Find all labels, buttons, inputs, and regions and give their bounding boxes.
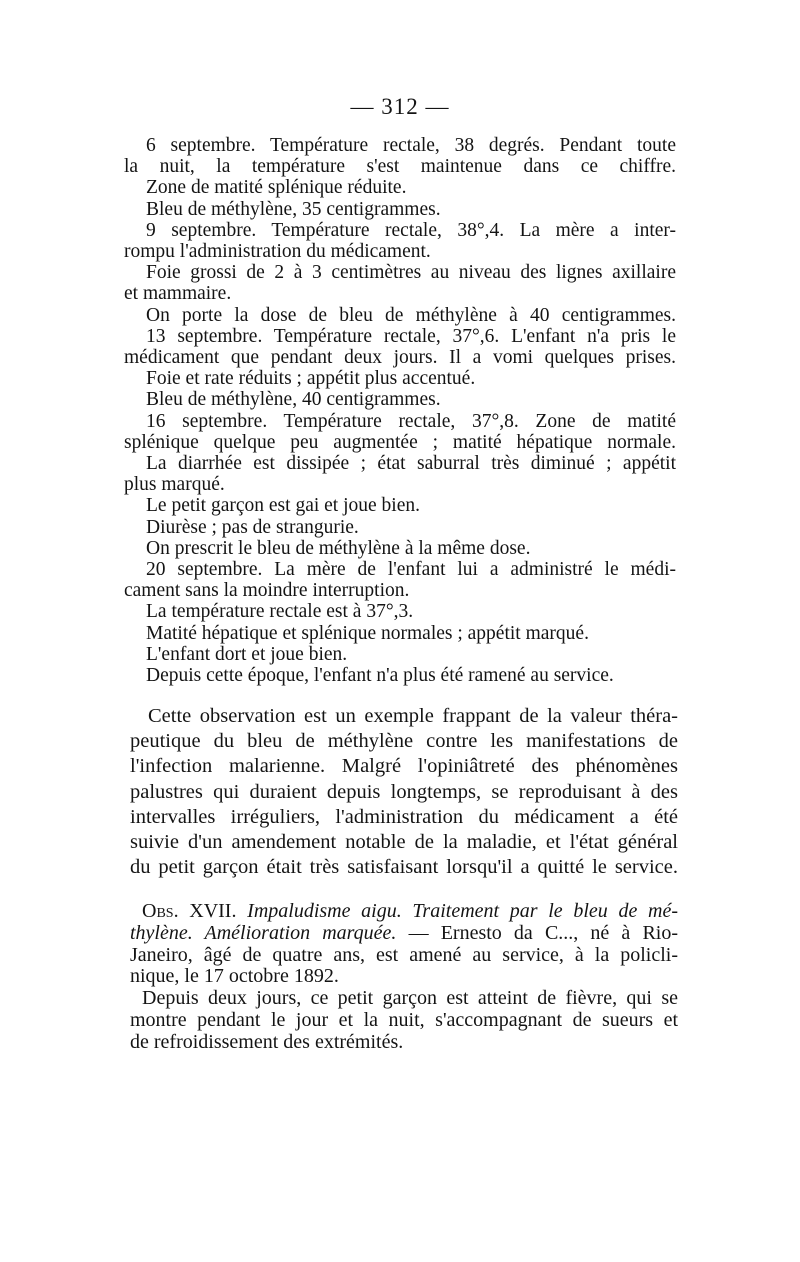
commentary-line: intervalles irréguliers, l'administration du médicament a été <box>130 805 678 828</box>
note-line: Foie et rate réduits ; appétit plus accentué. <box>146 368 476 390</box>
note-line: On porte la dose de bleu de méthylène à 40 centigrammes. <box>146 304 676 326</box>
commentary-line: l'infection malarienne. Malgré l'opiniâtreté des phénomènes <box>130 755 678 778</box>
observation-title: Impaludisme aigu. Traitement par le bleu de mé- <box>247 900 678 922</box>
observation-line: Depuis deux jours, ce petit garçon est atteint de fièvre, qui se <box>142 987 678 1010</box>
commentary-line: Cette observation est un exemple frappant de la valeur théra- <box>148 705 678 727</box>
note-line: 13 septembre. Température rectale, 37°,6. L'enfant n'a pris le <box>146 325 676 347</box>
observation-heading-line <box>130 901 678 923</box>
note-line: 6 septembre. Température rectale, 38 degrés. Pendant toute <box>146 135 676 156</box>
note-line: 16 septembre. Température rectale, 37°,8. Zone de matité <box>146 410 676 432</box>
note-line: splénique quelque peu augmentée ; matité hépatique normale. <box>124 431 676 453</box>
note-line: Zone de matité splénique réduite. <box>146 177 407 199</box>
observation-line: Janeiro, âgé de quatre ans, est amené au service, à la policli- <box>130 943 678 966</box>
note-line: La température rectale est à 37°,3. <box>146 601 414 623</box>
observation-title-cont: thylène. Amélioration marquée. <box>130 921 397 944</box>
observation-heading-line <box>130 923 678 945</box>
note-line: La diarrhée est dissipée ; état saburral très diminué ; appétit <box>146 453 676 475</box>
note-line: Matité hépatique et splénique normales ; appétit marqué. <box>146 622 589 644</box>
note-line: Le petit garçon est gai et joue bien. <box>146 495 420 517</box>
note-line: On prescrit le bleu de méthylène à la même dose. <box>146 537 531 559</box>
note-line: la nuit, la température s'est maintenue dans ce chiffre. <box>124 156 676 178</box>
note-line: médicament que pendant deux jours. Il a vomi quelques prises. <box>124 347 676 369</box>
commentary-line: du petit garçon était très satisfaisant lorsqu'il a quitté le service. <box>130 856 678 879</box>
note-line: Bleu de méthylène, 40 centigrammes. <box>146 389 441 411</box>
observation-label: Obs. XVII. <box>142 900 237 922</box>
note-line: rompu l'administration du médicament. <box>124 241 431 263</box>
commentary-line: suivie d'un amendement notable de la maladie, et l'état général <box>130 831 678 854</box>
note-line: Bleu de méthylène, 35 centigrammes. <box>146 198 441 220</box>
commentary-line: palustres qui duraient depuis longtemps, se reproduisant à des <box>130 780 678 803</box>
commentary-line: peutique du bleu de méthylène contre les manifestations de <box>130 730 678 753</box>
observation-line: de refroidissement des extrémités. <box>130 1030 404 1053</box>
note-line: 9 septembre. Température rectale, 38°,4. La mère a inter- <box>146 219 676 241</box>
observation-line: montre pendant le jour et la nuit, s'accompagnant de sueurs et <box>130 1008 678 1031</box>
note-line: et mammaire. <box>124 283 232 305</box>
note-line: Depuis cette époque, l'enfant n'a plus été ramené au service. <box>146 665 614 687</box>
commentary-paragraph <box>130 704 678 880</box>
observation-intro: — Ernesto da C..., né à Rio- <box>396 921 678 944</box>
clinical-notes <box>124 135 676 686</box>
note-line: Foie grossi de 2 à 3 centimètres au niveau des lignes axillaire <box>146 262 676 284</box>
note-line: L'enfant dort et joue bien. <box>146 643 348 665</box>
note-line: Diurèse ; pas de strangurie. <box>146 516 359 538</box>
page-number: — 312 — <box>350 94 450 119</box>
note-line: 20 septembre. La mère de l'enfant lui a administré le médi- <box>146 559 676 581</box>
note-line: cament sans la moindre interruption. <box>124 580 410 602</box>
note-line: plus marqué. <box>124 474 225 496</box>
observation-xvii <box>130 901 678 1054</box>
observation-line: nique, le 17 octobre 1892. <box>130 965 339 988</box>
